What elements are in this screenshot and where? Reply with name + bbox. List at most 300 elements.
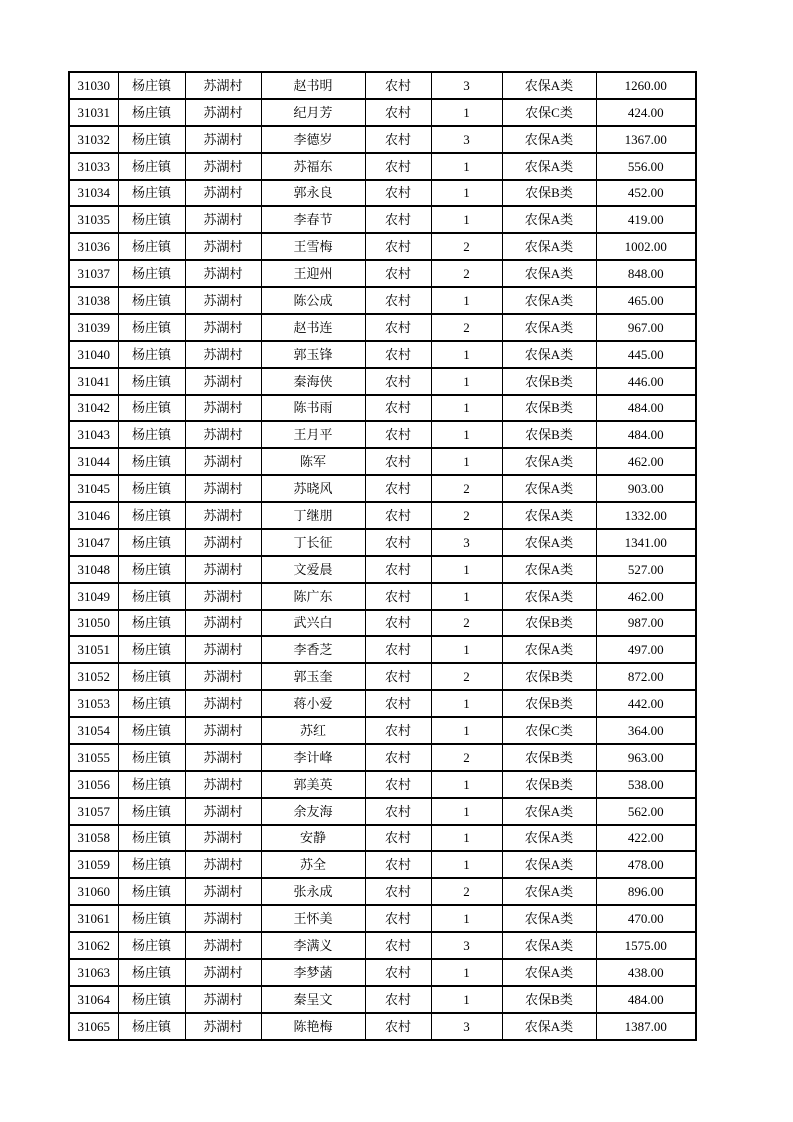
cell-residence-type: 农村 <box>365 1013 431 1040</box>
cell-amount: 438.00 <box>596 959 696 986</box>
cell-village: 苏湖村 <box>185 690 261 717</box>
cell-record-id: 31051 <box>69 636 118 663</box>
cell-record-id: 31050 <box>69 610 118 637</box>
cell-town: 杨庄镇 <box>118 986 185 1013</box>
records-table-body <box>69 72 696 1040</box>
cell-person-name: 王雪梅 <box>261 233 365 260</box>
cell-person-count: 1 <box>431 395 502 422</box>
cell-village: 苏湖村 <box>185 475 261 502</box>
cell-amount: 1332.00 <box>596 502 696 529</box>
cell-person-name: 李春节 <box>261 206 365 233</box>
cell-village: 苏湖村 <box>185 717 261 744</box>
cell-person-count: 1 <box>431 99 502 126</box>
cell-record-id: 31031 <box>69 99 118 126</box>
table-row <box>69 556 696 583</box>
cell-insurance-category: 农保B类 <box>502 180 596 207</box>
cell-town: 杨庄镇 <box>118 72 185 99</box>
cell-person-count: 3 <box>431 72 502 99</box>
cell-insurance-category: 农保A类 <box>502 636 596 663</box>
cell-town: 杨庄镇 <box>118 798 185 825</box>
cell-record-id: 31056 <box>69 771 118 798</box>
cell-insurance-category: 农保A类 <box>502 878 596 905</box>
cell-town: 杨庄镇 <box>118 583 185 610</box>
cell-person-name: 李满义 <box>261 932 365 959</box>
table-row <box>69 744 696 771</box>
cell-person-name: 余友海 <box>261 798 365 825</box>
cell-amount: 478.00 <box>596 851 696 878</box>
cell-village: 苏湖村 <box>185 932 261 959</box>
table-row <box>69 153 696 180</box>
cell-amount: 452.00 <box>596 180 696 207</box>
table-row <box>69 771 696 798</box>
cell-amount: 872.00 <box>596 663 696 690</box>
cell-village: 苏湖村 <box>185 744 261 771</box>
cell-amount: 903.00 <box>596 475 696 502</box>
table-row <box>69 905 696 932</box>
cell-town: 杨庄镇 <box>118 287 185 314</box>
cell-insurance-category: 农保B类 <box>502 368 596 395</box>
cell-village: 苏湖村 <box>185 851 261 878</box>
cell-record-id: 31041 <box>69 368 118 395</box>
cell-insurance-category: 农保B类 <box>502 610 596 637</box>
cell-residence-type: 农村 <box>365 72 431 99</box>
cell-residence-type: 农村 <box>365 744 431 771</box>
cell-insurance-category: 农保C类 <box>502 99 596 126</box>
cell-village: 苏湖村 <box>185 287 261 314</box>
cell-person-count: 1 <box>431 180 502 207</box>
cell-village: 苏湖村 <box>185 395 261 422</box>
table-row <box>69 986 696 1013</box>
cell-person-name: 赵书连 <box>261 314 365 341</box>
cell-insurance-category: 农保A类 <box>502 798 596 825</box>
cell-person-name: 丁继朋 <box>261 502 365 529</box>
cell-person-count: 2 <box>431 314 502 341</box>
cell-amount: 462.00 <box>596 583 696 610</box>
cell-person-count: 1 <box>431 421 502 448</box>
cell-person-name: 郭玉奎 <box>261 663 365 690</box>
table-row <box>69 529 696 556</box>
cell-insurance-category: 农保A类 <box>502 529 596 556</box>
cell-amount: 848.00 <box>596 260 696 287</box>
cell-record-id: 31030 <box>69 72 118 99</box>
cell-insurance-category: 农保A类 <box>502 959 596 986</box>
cell-person-count: 1 <box>431 287 502 314</box>
cell-village: 苏湖村 <box>185 421 261 448</box>
cell-village: 苏湖村 <box>185 771 261 798</box>
cell-person-count: 1 <box>431 368 502 395</box>
cell-town: 杨庄镇 <box>118 314 185 341</box>
cell-insurance-category: 农保A类 <box>502 825 596 852</box>
cell-village: 苏湖村 <box>185 206 261 233</box>
cell-town: 杨庄镇 <box>118 932 185 959</box>
table-row <box>69 798 696 825</box>
cell-record-id: 31046 <box>69 502 118 529</box>
cell-amount: 987.00 <box>596 610 696 637</box>
cell-insurance-category: 农保B类 <box>502 986 596 1013</box>
cell-residence-type: 农村 <box>365 851 431 878</box>
cell-town: 杨庄镇 <box>118 556 185 583</box>
cell-amount: 562.00 <box>596 798 696 825</box>
cell-amount: 462.00 <box>596 448 696 475</box>
cell-person-name: 蒋小爱 <box>261 690 365 717</box>
cell-person-count: 2 <box>431 502 502 529</box>
cell-amount: 556.00 <box>596 153 696 180</box>
table-row <box>69 421 696 448</box>
cell-insurance-category: 农保B类 <box>502 395 596 422</box>
cell-person-name: 李德岁 <box>261 126 365 153</box>
cell-residence-type: 农村 <box>365 986 431 1013</box>
cell-person-count: 1 <box>431 798 502 825</box>
cell-insurance-category: 农保A类 <box>502 932 596 959</box>
cell-amount: 967.00 <box>596 314 696 341</box>
cell-insurance-category: 农保A类 <box>502 502 596 529</box>
cell-town: 杨庄镇 <box>118 878 185 905</box>
cell-village: 苏湖村 <box>185 556 261 583</box>
cell-village: 苏湖村 <box>185 314 261 341</box>
cell-person-count: 2 <box>431 233 502 260</box>
table-row <box>69 851 696 878</box>
cell-residence-type: 农村 <box>365 690 431 717</box>
cell-residence-type: 农村 <box>365 529 431 556</box>
cell-person-name: 丁长征 <box>261 529 365 556</box>
cell-person-name: 文爱晨 <box>261 556 365 583</box>
cell-residence-type: 农村 <box>365 421 431 448</box>
cell-amount: 484.00 <box>596 395 696 422</box>
cell-village: 苏湖村 <box>185 502 261 529</box>
cell-village: 苏湖村 <box>185 663 261 690</box>
cell-person-count: 3 <box>431 126 502 153</box>
table-row <box>69 341 696 368</box>
cell-town: 杨庄镇 <box>118 475 185 502</box>
cell-residence-type: 农村 <box>365 932 431 959</box>
cell-residence-type: 农村 <box>365 233 431 260</box>
cell-town: 杨庄镇 <box>118 99 185 126</box>
table-row <box>69 717 696 744</box>
cell-amount: 465.00 <box>596 287 696 314</box>
cell-town: 杨庄镇 <box>118 744 185 771</box>
cell-person-name: 郭美英 <box>261 771 365 798</box>
cell-residence-type: 农村 <box>365 448 431 475</box>
cell-person-count: 2 <box>431 663 502 690</box>
cell-insurance-category: 农保B类 <box>502 421 596 448</box>
cell-residence-type: 农村 <box>365 99 431 126</box>
cell-record-id: 31039 <box>69 314 118 341</box>
table-row <box>69 99 696 126</box>
table-row <box>69 690 696 717</box>
cell-amount: 538.00 <box>596 771 696 798</box>
table-row <box>69 287 696 314</box>
cell-amount: 445.00 <box>596 341 696 368</box>
cell-amount: 446.00 <box>596 368 696 395</box>
cell-residence-type: 农村 <box>365 663 431 690</box>
cell-record-id: 31038 <box>69 287 118 314</box>
table-row <box>69 233 696 260</box>
cell-record-id: 31032 <box>69 126 118 153</box>
cell-town: 杨庄镇 <box>118 959 185 986</box>
cell-village: 苏湖村 <box>185 959 261 986</box>
cell-record-id: 31054 <box>69 717 118 744</box>
cell-town: 杨庄镇 <box>118 180 185 207</box>
cell-record-id: 31063 <box>69 959 118 986</box>
cell-village: 苏湖村 <box>185 986 261 1013</box>
cell-record-id: 31058 <box>69 825 118 852</box>
cell-person-name: 秦海侠 <box>261 368 365 395</box>
cell-residence-type: 农村 <box>365 368 431 395</box>
cell-residence-type: 农村 <box>365 878 431 905</box>
cell-town: 杨庄镇 <box>118 502 185 529</box>
table-row <box>69 502 696 529</box>
cell-person-name: 陈艳梅 <box>261 1013 365 1040</box>
cell-person-count: 1 <box>431 986 502 1013</box>
cell-residence-type: 农村 <box>365 475 431 502</box>
table-row <box>69 368 696 395</box>
cell-amount: 422.00 <box>596 825 696 852</box>
table-row <box>69 126 696 153</box>
cell-residence-type: 农村 <box>365 287 431 314</box>
cell-town: 杨庄镇 <box>118 771 185 798</box>
cell-town: 杨庄镇 <box>118 126 185 153</box>
cell-record-id: 31044 <box>69 448 118 475</box>
cell-village: 苏湖村 <box>185 825 261 852</box>
cell-person-name: 王怀美 <box>261 905 365 932</box>
cell-person-count: 3 <box>431 932 502 959</box>
cell-person-name: 纪月芳 <box>261 99 365 126</box>
cell-insurance-category: 农保C类 <box>502 717 596 744</box>
cell-person-name: 陈军 <box>261 448 365 475</box>
cell-town: 杨庄镇 <box>118 448 185 475</box>
cell-person-name: 李计峰 <box>261 744 365 771</box>
cell-town: 杨庄镇 <box>118 206 185 233</box>
cell-village: 苏湖村 <box>185 1013 261 1040</box>
cell-insurance-category: 农保A类 <box>502 72 596 99</box>
cell-person-count: 1 <box>431 341 502 368</box>
cell-person-count: 3 <box>431 1013 502 1040</box>
table-row <box>69 636 696 663</box>
cell-record-id: 31065 <box>69 1013 118 1040</box>
cell-person-name: 武兴白 <box>261 610 365 637</box>
cell-person-count: 1 <box>431 825 502 852</box>
table-row <box>69 878 696 905</box>
cell-person-name: 郭玉锋 <box>261 341 365 368</box>
cell-village: 苏湖村 <box>185 341 261 368</box>
cell-record-id: 31062 <box>69 932 118 959</box>
cell-town: 杨庄镇 <box>118 233 185 260</box>
cell-residence-type: 农村 <box>365 905 431 932</box>
cell-person-name: 陈公成 <box>261 287 365 314</box>
cell-town: 杨庄镇 <box>118 421 185 448</box>
cell-person-count: 1 <box>431 851 502 878</box>
cell-person-count: 1 <box>431 959 502 986</box>
cell-person-name: 王月平 <box>261 421 365 448</box>
table-row <box>69 314 696 341</box>
cell-record-id: 31059 <box>69 851 118 878</box>
cell-record-id: 31049 <box>69 583 118 610</box>
cell-town: 杨庄镇 <box>118 851 185 878</box>
cell-insurance-category: 农保A类 <box>502 583 596 610</box>
table-row <box>69 959 696 986</box>
cell-insurance-category: 农保A类 <box>502 153 596 180</box>
cell-amount: 470.00 <box>596 905 696 932</box>
cell-town: 杨庄镇 <box>118 395 185 422</box>
cell-amount: 364.00 <box>596 717 696 744</box>
cell-residence-type: 农村 <box>365 583 431 610</box>
cell-residence-type: 农村 <box>365 798 431 825</box>
cell-residence-type: 农村 <box>365 717 431 744</box>
table-row <box>69 663 696 690</box>
table-row <box>69 932 696 959</box>
cell-town: 杨庄镇 <box>118 663 185 690</box>
cell-village: 苏湖村 <box>185 99 261 126</box>
cell-person-name: 陈书雨 <box>261 395 365 422</box>
cell-residence-type: 农村 <box>365 314 431 341</box>
table-row <box>69 475 696 502</box>
cell-town: 杨庄镇 <box>118 636 185 663</box>
cell-record-id: 31053 <box>69 690 118 717</box>
cell-amount: 484.00 <box>596 986 696 1013</box>
cell-residence-type: 农村 <box>365 959 431 986</box>
cell-residence-type: 农村 <box>365 153 431 180</box>
cell-person-count: 1 <box>431 206 502 233</box>
cell-town: 杨庄镇 <box>118 690 185 717</box>
cell-amount: 963.00 <box>596 744 696 771</box>
cell-amount: 419.00 <box>596 206 696 233</box>
cell-person-count: 1 <box>431 905 502 932</box>
cell-town: 杨庄镇 <box>118 905 185 932</box>
cell-person-count: 1 <box>431 556 502 583</box>
cell-town: 杨庄镇 <box>118 529 185 556</box>
cell-person-count: 1 <box>431 153 502 180</box>
cell-person-name: 安静 <box>261 825 365 852</box>
cell-record-id: 31043 <box>69 421 118 448</box>
cell-person-count: 1 <box>431 690 502 717</box>
records-table <box>68 71 697 1041</box>
table-row <box>69 206 696 233</box>
cell-village: 苏湖村 <box>185 878 261 905</box>
cell-residence-type: 农村 <box>365 341 431 368</box>
cell-person-name: 李香芝 <box>261 636 365 663</box>
cell-person-name: 张永成 <box>261 878 365 905</box>
cell-amount: 1002.00 <box>596 233 696 260</box>
table-row <box>69 825 696 852</box>
cell-residence-type: 农村 <box>365 771 431 798</box>
cell-record-id: 31034 <box>69 180 118 207</box>
table-row <box>69 1013 696 1040</box>
cell-amount: 1387.00 <box>596 1013 696 1040</box>
cell-residence-type: 农村 <box>365 636 431 663</box>
cell-insurance-category: 农保B类 <box>502 771 596 798</box>
cell-residence-type: 农村 <box>365 260 431 287</box>
cell-village: 苏湖村 <box>185 260 261 287</box>
cell-record-id: 31061 <box>69 905 118 932</box>
cell-person-count: 2 <box>431 475 502 502</box>
cell-record-id: 31036 <box>69 233 118 260</box>
cell-person-count: 1 <box>431 448 502 475</box>
cell-person-name: 王迎州 <box>261 260 365 287</box>
cell-village: 苏湖村 <box>185 636 261 663</box>
cell-insurance-category: 农保A类 <box>502 851 596 878</box>
cell-person-name: 苏全 <box>261 851 365 878</box>
cell-town: 杨庄镇 <box>118 717 185 744</box>
cell-town: 杨庄镇 <box>118 610 185 637</box>
table-row <box>69 260 696 287</box>
cell-person-name: 秦呈文 <box>261 986 365 1013</box>
cell-person-count: 2 <box>431 610 502 637</box>
cell-record-id: 31064 <box>69 986 118 1013</box>
cell-person-count: 2 <box>431 878 502 905</box>
cell-amount: 484.00 <box>596 421 696 448</box>
cell-person-name: 陈广东 <box>261 583 365 610</box>
cell-amount: 1260.00 <box>596 72 696 99</box>
table-row <box>69 448 696 475</box>
cell-amount: 896.00 <box>596 878 696 905</box>
cell-person-count: 1 <box>431 636 502 663</box>
cell-insurance-category: 农保A类 <box>502 260 596 287</box>
cell-record-id: 31060 <box>69 878 118 905</box>
cell-insurance-category: 农保A类 <box>502 905 596 932</box>
cell-record-id: 31055 <box>69 744 118 771</box>
cell-amount: 1341.00 <box>596 529 696 556</box>
cell-town: 杨庄镇 <box>118 1013 185 1040</box>
cell-amount: 527.00 <box>596 556 696 583</box>
table-row <box>69 72 696 99</box>
cell-amount: 442.00 <box>596 690 696 717</box>
cell-village: 苏湖村 <box>185 448 261 475</box>
cell-town: 杨庄镇 <box>118 825 185 852</box>
cell-insurance-category: 农保B类 <box>502 744 596 771</box>
cell-insurance-category: 农保A类 <box>502 341 596 368</box>
cell-residence-type: 农村 <box>365 180 431 207</box>
cell-record-id: 31057 <box>69 798 118 825</box>
cell-town: 杨庄镇 <box>118 341 185 368</box>
cell-record-id: 31047 <box>69 529 118 556</box>
cell-insurance-category: 农保A类 <box>502 1013 596 1040</box>
cell-residence-type: 农村 <box>365 556 431 583</box>
cell-record-id: 31035 <box>69 206 118 233</box>
cell-village: 苏湖村 <box>185 583 261 610</box>
cell-residence-type: 农村 <box>365 610 431 637</box>
cell-insurance-category: 农保A类 <box>502 233 596 260</box>
cell-record-id: 31040 <box>69 341 118 368</box>
cell-record-id: 31037 <box>69 260 118 287</box>
cell-person-count: 1 <box>431 771 502 798</box>
cell-amount: 1575.00 <box>596 932 696 959</box>
cell-residence-type: 农村 <box>365 502 431 529</box>
cell-residence-type: 农村 <box>365 206 431 233</box>
cell-record-id: 31048 <box>69 556 118 583</box>
cell-residence-type: 农村 <box>365 395 431 422</box>
cell-amount: 424.00 <box>596 99 696 126</box>
cell-village: 苏湖村 <box>185 233 261 260</box>
cell-village: 苏湖村 <box>185 610 261 637</box>
cell-record-id: 31052 <box>69 663 118 690</box>
cell-insurance-category: 农保A类 <box>502 126 596 153</box>
cell-village: 苏湖村 <box>185 126 261 153</box>
cell-record-id: 31042 <box>69 395 118 422</box>
cell-town: 杨庄镇 <box>118 368 185 395</box>
cell-village: 苏湖村 <box>185 529 261 556</box>
cell-village: 苏湖村 <box>185 153 261 180</box>
cell-person-count: 2 <box>431 260 502 287</box>
cell-village: 苏湖村 <box>185 72 261 99</box>
cell-village: 苏湖村 <box>185 905 261 932</box>
table-row <box>69 395 696 422</box>
cell-person-count: 2 <box>431 744 502 771</box>
cell-insurance-category: 农保A类 <box>502 448 596 475</box>
cell-person-name: 苏福东 <box>261 153 365 180</box>
cell-residence-type: 农村 <box>365 825 431 852</box>
table-row <box>69 583 696 610</box>
cell-village: 苏湖村 <box>185 368 261 395</box>
